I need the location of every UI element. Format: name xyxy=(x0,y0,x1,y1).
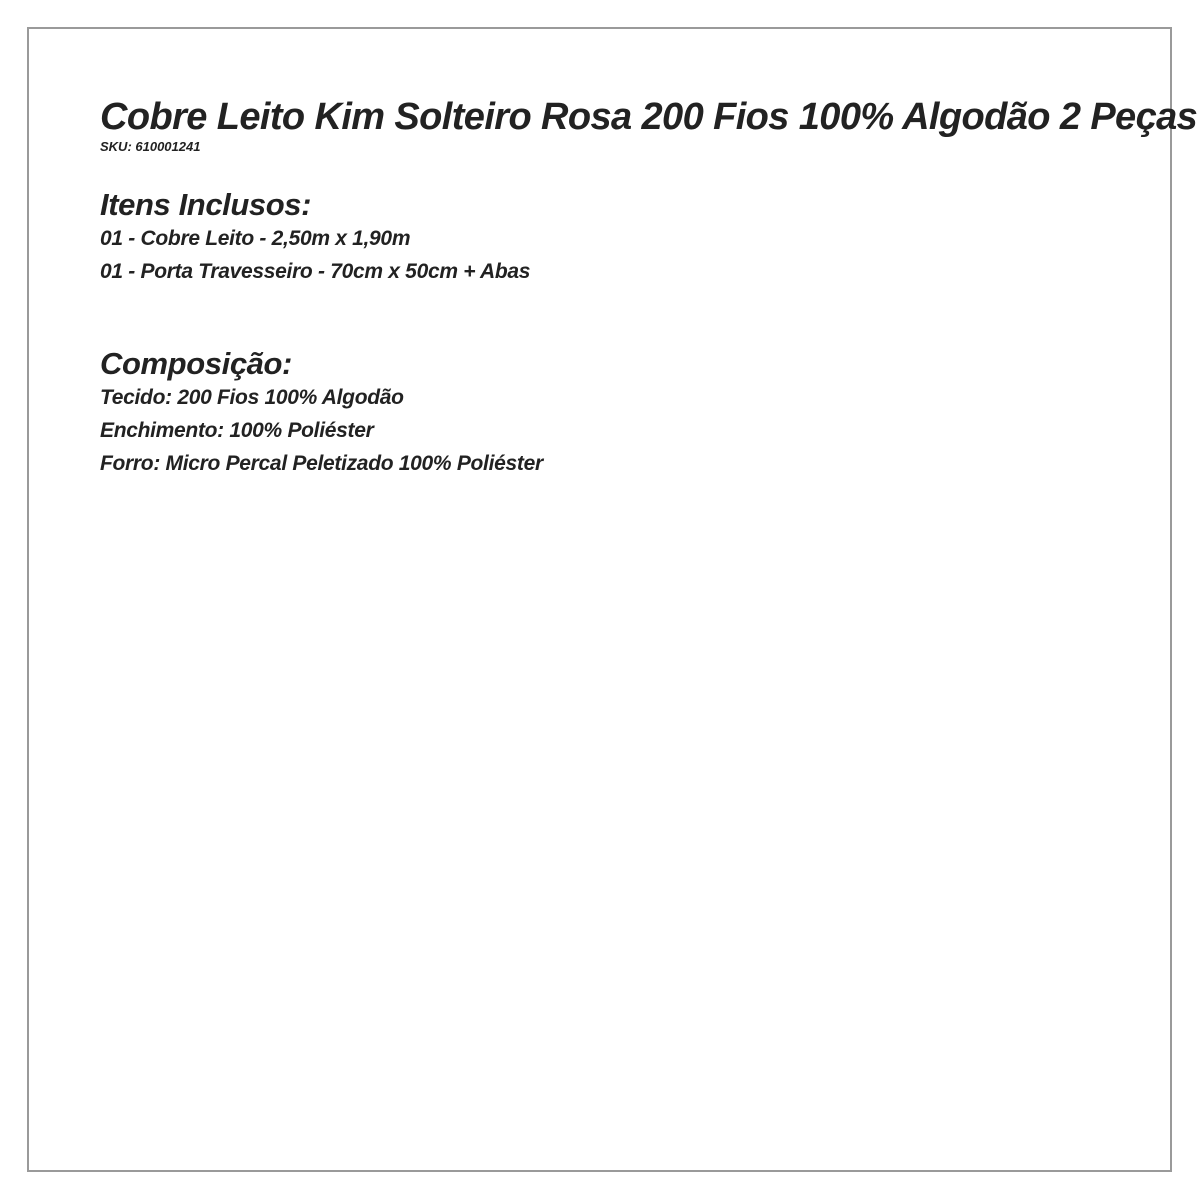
product-spec-sheet xyxy=(100,95,1198,480)
composition-item: Forro: Micro Percal Peletizado 100% Poliéster xyxy=(100,452,543,475)
included-items-section xyxy=(100,187,1180,288)
included-item: 01 - Porta Travesseiro - 70cm x 50cm + Abas xyxy=(100,260,531,283)
composition-section xyxy=(100,346,1180,480)
composition-item: Enchimento: 100% Poliéster xyxy=(100,419,374,442)
product-title: Cobre Leito Kim Solteiro Rosa 200 Fios 100% Algodão 2 Peças xyxy=(100,96,1198,138)
included-items-heading: Itens Inclusos: xyxy=(100,187,312,222)
product-sku: SKU: 610001241 xyxy=(100,139,201,154)
composition-item: Tecido: 200 Fios 100% Algodão xyxy=(100,386,404,409)
included-item: 01 - Cobre Leito - 2,50m x 1,90m xyxy=(100,227,411,250)
composition-heading: Composição: xyxy=(100,346,292,381)
